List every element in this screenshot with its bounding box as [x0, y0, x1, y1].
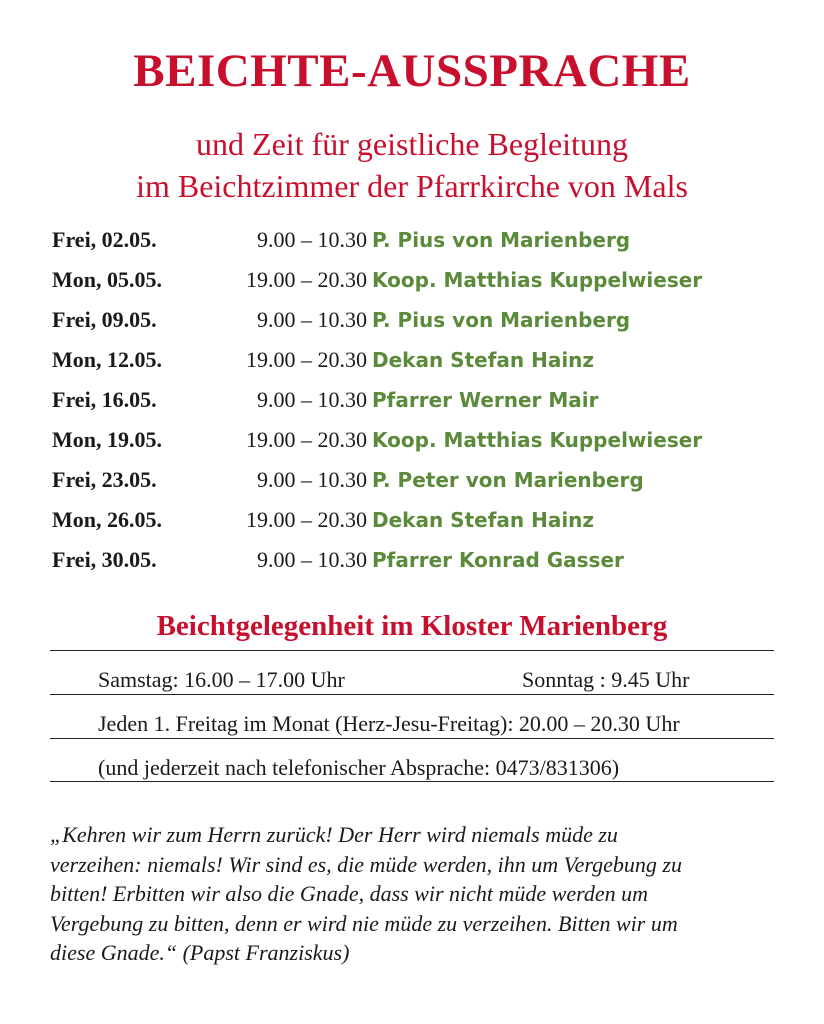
- subtitle-line-1: und Zeit für geistliche Begleitung: [196, 126, 628, 162]
- page-title: BEICHTE-AUSSPRACHE: [133, 45, 691, 97]
- divider-line: [50, 694, 774, 695]
- schedule-row: [52, 304, 792, 344]
- schedule-day: Frei, 16.05.: [52, 387, 157, 412]
- schedule-day: Frei, 09.05.: [52, 307, 157, 332]
- divider-line: [50, 781, 774, 782]
- quote-line: „Kehren wir zum Herrn zurück! Der Herr wird niemals müde zu: [50, 822, 618, 847]
- quote-line: Vergebung zu bitten, denn er wird nie müde zu verzeihen. Bitten wir um: [50, 910, 678, 936]
- schedule-priest: Pfarrer Konrad Gasser: [372, 548, 624, 572]
- schedule-day: Mon, 12.05.: [52, 347, 162, 372]
- schedule-row: [52, 344, 792, 384]
- schedule-day: Frei, 30.05.: [52, 547, 157, 572]
- schedule-time: 9.00 – 10.30: [257, 227, 367, 252]
- schedule-time: 9.00 – 10.30: [257, 467, 367, 492]
- schedule-day: Frei, 02.05.: [52, 227, 157, 252]
- quote-line: verzeihen: niemals! Wir sind es, die müde werden, ihn um Vergebung zu: [50, 851, 682, 877]
- schedule-time: 19.00 – 20.30: [246, 427, 367, 452]
- schedule-time: 19.00 – 20.30: [246, 347, 367, 372]
- quote-line: bitten! Erbitten wir also die Gnade, dass wir nicht müde werden um: [50, 881, 649, 906]
- kloster-phone-note: (und jederzeit nach telefonischer Absprache: 0473/831306): [98, 755, 620, 780]
- kloster-first-friday: Jeden 1. Freitag im Monat (Herz-Jesu-Freitag): 20.00 – 20.30 Uhr: [98, 711, 680, 736]
- schedule-priest: Koop. Matthias Kuppelwieser: [372, 428, 703, 452]
- schedule-time: 19.00 – 20.30: [246, 267, 367, 292]
- schedule-priest: Dekan Stefan Hainz: [372, 348, 595, 372]
- kloster-sunday: Sonntag : 9.45 Uhr: [522, 667, 690, 692]
- schedule-row: [52, 464, 792, 504]
- schedule-row: [52, 424, 792, 464]
- confession-schedule: [52, 224, 792, 584]
- schedule-priest: P. Pius von Marienberg: [372, 228, 631, 252]
- divider-line: [50, 650, 774, 651]
- schedule-day: Mon, 19.05.: [52, 427, 162, 452]
- schedule-row: [52, 504, 792, 544]
- schedule-day: Mon, 26.05.: [52, 507, 162, 532]
- schedule-day: Frei, 23.05.: [52, 467, 157, 492]
- schedule-priest: Dekan Stefan Hainz: [372, 508, 595, 532]
- schedule-time: 9.00 – 10.30: [257, 547, 367, 572]
- schedule-row: [52, 264, 792, 304]
- schedule-priest: Koop. Matthias Kuppelwieser: [372, 268, 703, 292]
- subtitle-line-2: im Beichtzimmer der Pfarrkirche von Mals: [136, 168, 688, 204]
- kloster-section-title: Beichtgelegenheit im Kloster Marienberg: [156, 610, 668, 642]
- schedule-row: [52, 224, 792, 264]
- schedule-time: 19.00 – 20.30: [246, 507, 367, 532]
- schedule-row: [52, 384, 792, 424]
- kloster-saturday: Samstag: 16.00 – 17.00 Uhr: [98, 667, 345, 692]
- schedule-priest: P. Pius von Marienberg: [372, 308, 631, 332]
- divider-line: [50, 738, 774, 739]
- quote-line: diese Gnade.“ (Papst Franziskus): [50, 940, 350, 965]
- schedule-priest: Pfarrer Werner Mair: [372, 388, 599, 412]
- schedule-row: [52, 544, 792, 584]
- schedule-time: 9.00 – 10.30: [257, 307, 367, 332]
- schedule-day: Mon, 05.05.: [52, 267, 162, 292]
- schedule-priest: P. Peter von Marienberg: [372, 468, 644, 492]
- schedule-time: 9.00 – 10.30: [257, 387, 367, 412]
- pope-quote: [50, 820, 780, 968]
